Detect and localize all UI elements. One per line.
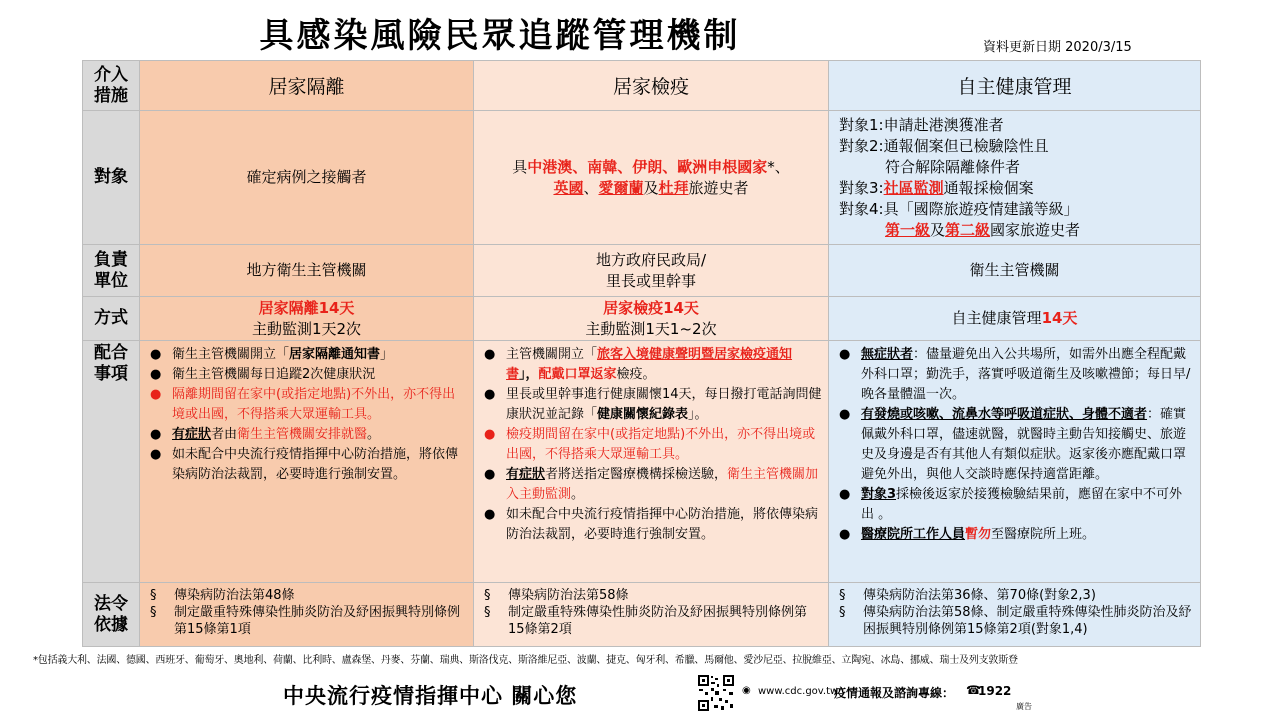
row-header-legal: 法令 依據 bbox=[83, 583, 140, 647]
measures-col2 bbox=[474, 341, 829, 583]
list-item: § 傳染病防治法第48條 bbox=[150, 588, 295, 603]
list-item: § 傳染病防治法第58條、制定嚴重特殊傳染性肺炎防治及紓困振興特別條例第15條第2項(對象1,4) bbox=[839, 605, 1192, 637]
method-row bbox=[83, 297, 1201, 341]
list-item: § 傳染病防治法第36條、第70條(對象2,3) bbox=[839, 588, 1096, 603]
measures-col1 bbox=[140, 341, 474, 583]
list-item: § 傳染病防治法第58條 bbox=[484, 588, 629, 603]
column-self-health-management: 自主健康管理 bbox=[829, 61, 1201, 111]
target-col3: 對象1:申請赴港澳獲准者 對象2:通報個案但已檢驗陰性且 符合解除隔離條件者 對象3:社區監測通報採檢個案 對象4:具「國際旅遊疫情建議等級」 第一級及第二級國家旅遊史者 bbox=[829, 111, 1201, 245]
target-col1: 確定病例之接觸者 bbox=[140, 111, 474, 245]
list-item: ● 里長或里幹事進行健康關懷14天，每日撥打電話詢問健康狀況並記錄「健康關懷紀錄表」。 bbox=[484, 387, 822, 422]
legal-row bbox=[83, 583, 1201, 647]
footnote: *包括義大利、法國、德國、西班牙、葡萄牙、奧地利、荷蘭、比利時、盧森堡、丹麥、芬蘭、瑞典、斯洛伐克、斯洛維尼亞、波蘭、捷克、匈牙利、希臘、馬爾他、愛沙尼亞、拉脫維亞、立陶宛、冰島、挪威、瑞士及列支敦斯登 bbox=[33, 655, 1018, 666]
list-item: ● 有發燒或咳嗽、流鼻水等呼吸道症狀、身體不適者：確實佩戴外科口罩，儘速就醫，就醫時主動告知接觸史、旅遊史及身邊是否有其他人有類似症狀。返家後亦應配戴口罩避免外出，與他人交談時應保持適當距離。 bbox=[839, 407, 1187, 482]
website-link[interactable]: www.cdc.gov.tw bbox=[758, 686, 839, 697]
hotline-label: 疫情通報及諮詢專線： bbox=[834, 686, 955, 700]
row-header-target: 對象 bbox=[83, 111, 140, 245]
measures-col3 bbox=[829, 341, 1201, 583]
page-title: 具感染風險民眾追蹤管理機制 bbox=[259, 16, 741, 56]
responsible-col1: 地方衛生主管機關 bbox=[140, 245, 474, 297]
list-item: ● 醫療院所工作人員暫勿至醫療院所上班。 bbox=[839, 527, 1096, 542]
method-col3: 自主健康管理14天 bbox=[829, 297, 1201, 341]
qr-code-icon bbox=[697, 674, 735, 712]
update-date: 資料更新日期 2020/3/15 bbox=[983, 40, 1132, 55]
column-home-isolation: 居家隔離 bbox=[140, 61, 474, 111]
method-col1: 居家隔離14天 主動監測1天2次 bbox=[140, 297, 474, 341]
ad-label: 廣告 bbox=[1016, 702, 1032, 711]
hotline-number: 1922 bbox=[978, 684, 1012, 698]
list-item: ● 有症狀者將送指定醫療機構採檢送驗，衛生主管機關加入主動監測。 bbox=[484, 467, 819, 502]
method-col2: 居家檢疫14天 主動監測1天1~2次 bbox=[474, 297, 829, 341]
column-home-quarantine: 居家檢疫 bbox=[474, 61, 829, 111]
management-table bbox=[82, 60, 1201, 647]
list-item: ● 檢疫期間留在家中(或指定地點)不外出，亦不得出境或出國，不得搭乘大眾運輸工具。 bbox=[484, 427, 816, 462]
list-item: ● 對象3採檢後返家於接獲檢驗結果前，應留在家中不可外出 。 bbox=[839, 487, 1183, 522]
responsible-col3: 衛生主管機關 bbox=[829, 245, 1201, 297]
list-item: ● 有症狀者由衛生主管機關安排就醫。 bbox=[150, 427, 381, 442]
target-row bbox=[83, 111, 1201, 245]
responsible-col2: 地方政府民政局/ 里長或里幹事 bbox=[474, 245, 829, 297]
legal-col3 bbox=[829, 583, 1201, 647]
list-item: § 制定嚴重特殊傳染性肺炎防治及紓困振興特別條例第15條第2項 bbox=[484, 605, 808, 637]
legal-col2 bbox=[474, 583, 829, 647]
measures-row bbox=[83, 341, 1201, 583]
list-item: ● 衛生主管機關開立「居家隔離通知書」 bbox=[150, 347, 394, 362]
list-item: ● 衛生主管機關每日追蹤2次健康狀況 bbox=[150, 367, 376, 382]
row-header-measures: 配合 事項 bbox=[83, 341, 140, 583]
globe-icon: ◉ bbox=[742, 685, 751, 696]
header-row bbox=[83, 61, 1201, 111]
list-item: ● 如未配合中央流行疫情指揮中心防治措施，將依傳染病防治法裁罰，必要時進行強制安置。 bbox=[484, 507, 819, 542]
list-item: ● 主管機關開立「旅客入境健康聲明暨居家檢疫通知書」，配戴口罩返家檢疫。 bbox=[484, 347, 793, 382]
responsible-row bbox=[83, 245, 1201, 297]
phone-icon: ☎ bbox=[966, 683, 981, 697]
list-item: ● 如未配合中央流行疫情指揮中心防治措施，將依傳染病防治法裁罰，必要時進行強制安置。 bbox=[150, 447, 459, 482]
legal-col1 bbox=[140, 583, 474, 647]
row-header-method: 方式 bbox=[83, 297, 140, 341]
list-item: § 制定嚴重特殊傳染性肺炎防治及紓困振興特別條例第15條第1項 bbox=[150, 605, 461, 637]
row-header-responsible: 負責 單位 bbox=[83, 245, 140, 297]
target-col2: 具中港澳、南韓、伊朗、歐洲申根國家*、 英國、愛爾蘭及杜拜旅遊史者 bbox=[474, 111, 829, 245]
row-header-intervention: 介入 措施 bbox=[83, 61, 140, 111]
list-item: ● 無症狀者：儘量避免出入公共場所，如需外出應全程配戴外科口罩；勤洗手，落實呼吸道衛生及咳嗽禮節；每日早/晚各量體溫一次。 bbox=[839, 347, 1191, 402]
list-item: ● 隔離期間留在家中(或指定地點)不外出，亦不得出境或出國，不得搭乘大眾運輸工具。 bbox=[150, 387, 456, 422]
bottom-title: 中央流行疫情指揮中心 關心您 bbox=[283, 684, 578, 708]
